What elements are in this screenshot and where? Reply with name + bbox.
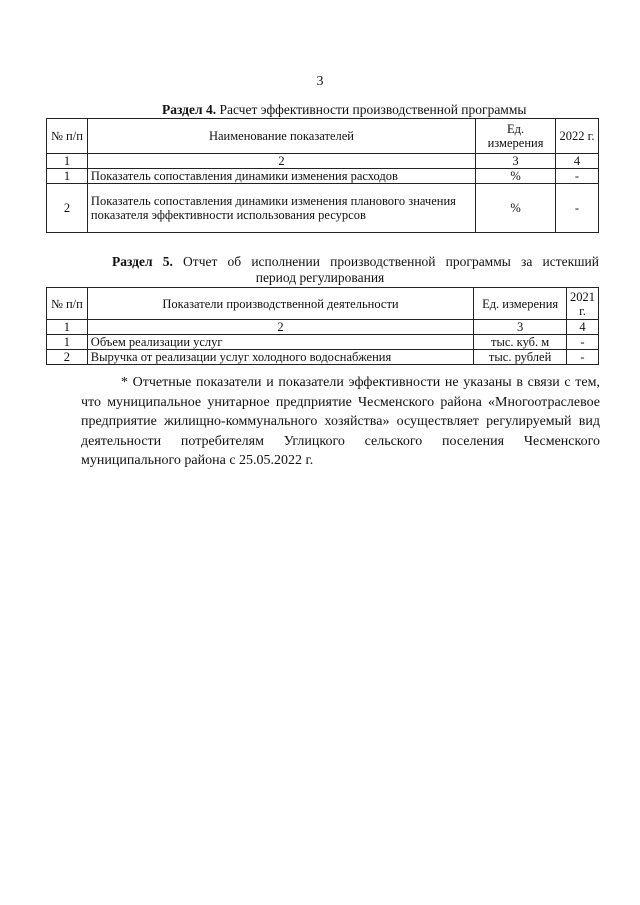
section5-title [112,254,599,270]
section4-title-bold: Раздел 4. [162,102,217,117]
row-unit: тыс. рублей [474,350,567,365]
row-num: 1 [47,169,88,184]
row-name: Показатель сопоставления динамики изменения планового значения показателя эффективности использования ресурсов [87,184,475,233]
numbering-cell: 4 [556,154,599,169]
header-name: Показатели производственной деятельности [87,288,473,320]
table-row [47,184,599,233]
table-header-row [47,119,599,154]
table-header-row [47,288,599,320]
header-unit: Ед. измерения [476,119,556,154]
page-number: 3 [316,74,324,89]
row-name: Объем реализации услуг [87,335,473,350]
header-unit: Ед. измерения [474,288,567,320]
row-unit: % [476,169,556,184]
table-row [47,335,599,350]
footnote-text: * Отчетные показатели и показатели эффективности не указаны в связи с тем, что муниципальное унитарное предприятие Чесменского района «Многоотраслевое предприятие жилищно-коммунального хозяйства» осуществляет регулируемый вид деятельности потребителям Углицкого сельского поселения Чесменского муниципального района с 25.05.2022 г. [81,375,600,468]
row-value: - [566,335,598,350]
row-value: - [556,184,599,233]
row-name: Показатель сопоставления динамики изменения расходов [87,169,475,184]
row-unit: тыс. куб. м [474,335,567,350]
numbering-cell: 3 [476,154,556,169]
header-num: № п/п [47,119,88,154]
section5-title-text: Отчет об исполнении производственной программы за истекший [172,254,600,269]
row-num: 2 [47,184,88,233]
row-num: 2 [47,350,88,365]
table-row [47,169,599,184]
section4-title [162,102,526,118]
header-name: Наименование показателей [87,119,475,154]
section5-table [46,287,599,365]
numbering-cell: 2 [87,320,473,335]
numbering-cell: 4 [566,320,598,335]
table-numbering-row [47,320,599,335]
footnote [81,373,600,471]
numbering-cell: 3 [474,320,567,335]
row-name: Выручка от реализации услуг холодного водоснабжения [87,350,473,365]
header-num: № п/п [47,288,88,320]
numbering-cell: 1 [47,320,88,335]
header-year: 2021 г. [566,288,598,320]
section5-title-line2: период регулирования [255,270,385,285]
table-row [47,350,599,365]
header-year: 2022 г. [556,119,599,154]
row-value: - [566,350,598,365]
section4-table [46,118,599,233]
table-numbering-row [47,154,599,169]
section5-title-bold: Раздел 5. [112,254,173,269]
row-value: - [556,169,599,184]
numbering-cell: 2 [87,154,475,169]
row-unit: % [476,184,556,233]
row-num: 1 [47,335,88,350]
section4-title-text: Расчет эффективности производственной программы [216,102,527,117]
numbering-cell: 1 [47,154,88,169]
